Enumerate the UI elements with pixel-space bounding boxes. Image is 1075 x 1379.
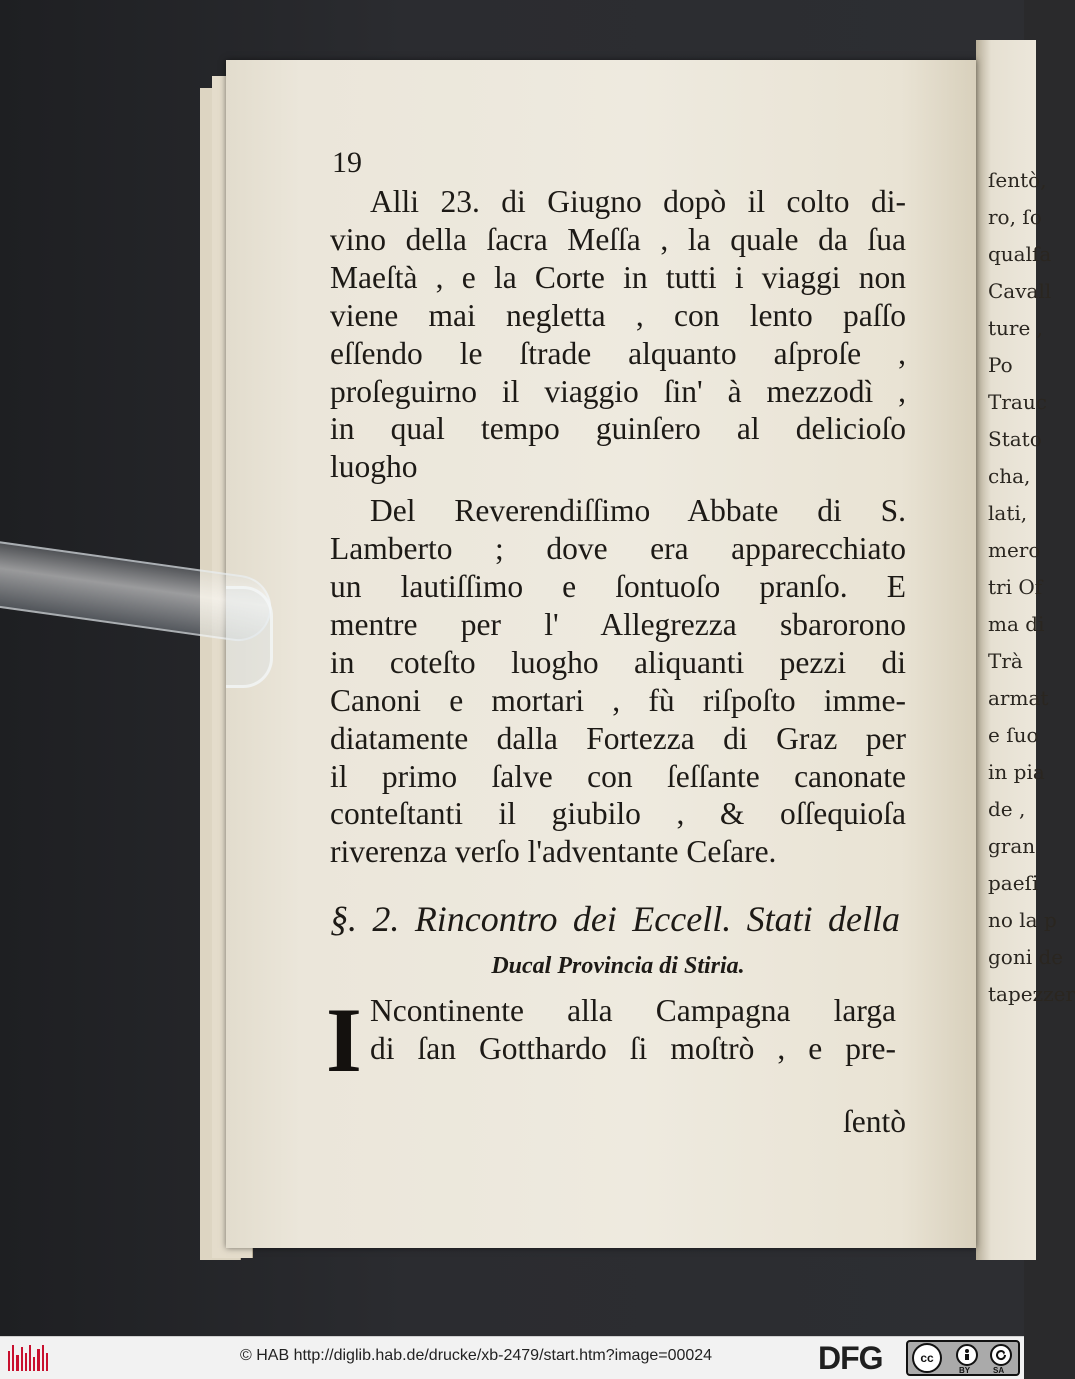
text-line: un lautiſſimo e ſontuoſo pranſo. E (330, 569, 906, 604)
text-line: Lamberto ; dove era apparecchiato (330, 531, 906, 567)
text-line: in qual tempo guinſero al delicioſo (330, 411, 906, 447)
facing-page-fragment: e ſuo (988, 723, 1039, 747)
facing-page-fragment: Stato (988, 427, 1042, 451)
text-line: il primo ſalve con ſeſſante canonate (330, 758, 906, 794)
text-line: Alli 23. di Giugno dopò il colto di- (370, 184, 906, 219)
facing-page-fragment: no la p (988, 908, 1057, 932)
text-line: Ncontinente alla Campagna larga (370, 993, 896, 1028)
text-line: Canoni e mortari , fù riſpoſto imme- (330, 682, 906, 718)
facing-page-fragment: Trauc (988, 390, 1047, 414)
section-subheading: Ducal Provincia di Stiria. (491, 953, 745, 979)
facing-page-fragment: goni de (988, 945, 1064, 969)
footer-bar (0, 1336, 1024, 1379)
facing-page-fragment: Po (988, 353, 1013, 377)
facing-page-fragment: lati, (988, 501, 1028, 525)
catchword: ſentò (843, 1104, 906, 1139)
sa-label: SA (993, 1366, 1005, 1375)
by-label: BY (959, 1366, 971, 1375)
section-heading: §. 2. Rincontro dei Eccell. Stati della (330, 899, 900, 939)
page-holder-clip-tip (226, 586, 273, 688)
page-number: 19 (332, 146, 362, 179)
text-line: proſeguirno il viaggio ſin' à mezzodì , (330, 373, 906, 409)
facing-page-fragment: in pia (988, 760, 1045, 784)
text-line: mentre per l' Allegrezza sbarorono (330, 606, 906, 642)
facing-page-fragment: ma di (988, 612, 1045, 636)
cc-icon: cc (912, 1343, 942, 1373)
facing-page-fragment: ſentò, (988, 168, 1047, 192)
text-line: Del Reverendiſſimo Abbate di S. (370, 493, 906, 529)
facing-page-fragment: qualſa (988, 242, 1052, 266)
facing-page-fragment: ro, ſo (988, 205, 1042, 229)
facing-page-fragment: armat (988, 686, 1049, 710)
text-line: luogho (330, 449, 418, 485)
facing-page-fragment: cha, (988, 464, 1031, 488)
cc-license-badge[interactable] (906, 1340, 1020, 1376)
text-line: in coteſto luogho aliquanti pezzi di (330, 644, 906, 680)
text-line: riverenza verſo l'adventante Ceſare. (330, 834, 777, 870)
facing-page-fragment: Cavall (988, 279, 1052, 303)
facing-page-fragment: ture , (988, 316, 1044, 340)
facing-page-fragment: paeſi (988, 871, 1039, 895)
text-line: Maeſtà , e la Corte in tutti i viaggi non (330, 259, 906, 295)
by-icon (956, 1344, 978, 1366)
facing-page-fragment: gran (988, 834, 1036, 858)
facing-page-fragment: mero (988, 538, 1041, 562)
facing-page (976, 40, 1075, 1260)
hab-logo-icon (8, 1345, 48, 1371)
facing-page-fragment: tri Of (988, 575, 1043, 599)
text-line: vino della ſacra Meſſa , la quale da ſua (330, 221, 906, 257)
text-line: di ſan Gotthardo ſi moſtrò , e pre- (370, 1031, 896, 1066)
facing-page-fragment: de , (988, 797, 1026, 821)
drop-capital: I (326, 989, 362, 1091)
text-line: eſſendo le ſtrade alquanto aſproſe , (330, 335, 906, 371)
facing-page-fragment: tapezzer (988, 982, 1075, 1006)
sa-icon (990, 1344, 1012, 1366)
text-line: conteſtanti il giubilo , & oſſequioſa (330, 796, 906, 832)
facing-page-fragment: Trà (988, 649, 1023, 673)
text-line: viene mai negletta , con lento paſſo (330, 297, 906, 333)
dfg-logo: DFG (818, 1340, 883, 1376)
footer-credit-link[interactable]: © HAB http://diglib.hab.de/drucke/xb-2479/start.htm?image=00024 (240, 1347, 713, 1364)
text-line: diatamente dalla Fortezza di Graz per (330, 720, 906, 756)
